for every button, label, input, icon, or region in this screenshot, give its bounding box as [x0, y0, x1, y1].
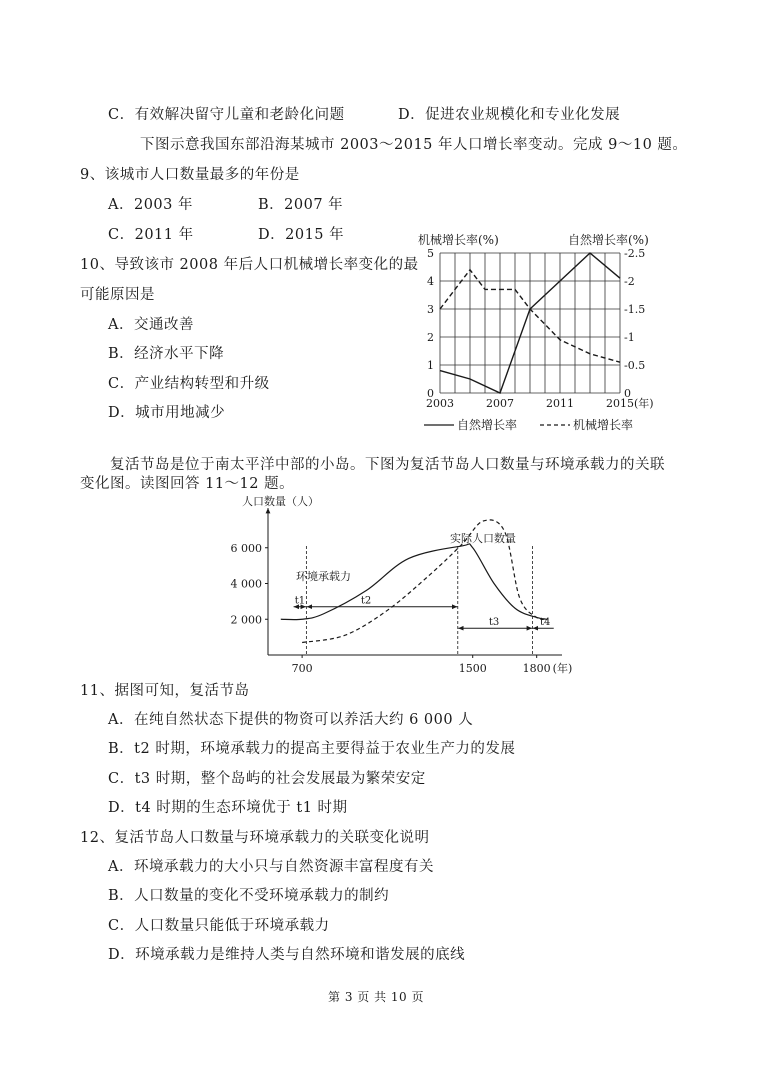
q10-stem-line1: 10、导致该市 2008 年后人口机械增长率变化的最	[80, 257, 419, 273]
q11-option-a: A．在纯自然状态下提供的物资可以养活大约 6 000 人	[108, 712, 474, 728]
chart1-x-tick: 2011	[546, 397, 574, 410]
q10-option-a: A．交通改善	[108, 317, 194, 333]
q10-option-b: B．经济水平下降	[108, 346, 225, 362]
chart2-x-unit: (年)	[552, 662, 573, 675]
q12-option-a: A．环境承载力的大小只与自然资源丰富程度有关	[108, 859, 434, 875]
chart2-x-tick: 1800	[522, 662, 551, 675]
chart1-left-tick: 1	[427, 359, 434, 372]
intro-q11-12-line1: 复活节岛是位于南太平洋中部的小岛。下图为复活节岛人口数量与环境承载力的关联	[110, 457, 665, 473]
t4-label: t4	[540, 617, 551, 629]
chart1-right-tick: -0.5	[624, 359, 646, 372]
chart1-ticks	[426, 247, 654, 410]
chart1-right-tick: 0	[624, 387, 631, 400]
population-capacity-chart	[228, 492, 573, 678]
chart1-left-tick: 2	[427, 331, 434, 344]
q8-option-d: D．促进农业规模化和专业化发展	[398, 107, 621, 123]
q10-option-d: D．城市用地减少	[108, 405, 226, 421]
chart1-right-tick: -1	[624, 331, 635, 344]
q12-option-c: C．人口数量只能低于环境承载力	[108, 918, 330, 934]
right-axis-label: 自然增长率(%)	[568, 233, 649, 247]
growth-rate-chart	[410, 228, 670, 436]
chart2-y-tick: 2 000	[230, 613, 262, 627]
chart1-x-unit: (年)	[634, 397, 654, 410]
chart1-left-tick: 4	[427, 275, 434, 288]
chart2-y-tick: 4 000	[230, 577, 262, 591]
q12-option-b: B．人口数量的变化不受环境承载力的制约	[108, 888, 390, 904]
chart1-right-tick: -2.5	[624, 247, 646, 260]
t3-label: t3	[488, 617, 500, 629]
chart1-right-tick: -2	[624, 275, 635, 288]
q12-option-d: D．环境承载力是维持人类与自然环境和谐发展的底线	[108, 947, 466, 963]
chart1-x-tick: 2015	[606, 397, 634, 410]
q9-option-d: D．2015 年	[258, 227, 345, 243]
q10-stem-line2: 可能原因是	[80, 287, 155, 303]
q11-stem: 11、据图可知，复活节岛	[80, 683, 250, 699]
q10-option-c: C．产业结构转型和升级	[108, 376, 270, 392]
t1-label: t1	[294, 595, 306, 607]
chart2-x-tick: 1500	[458, 662, 487, 675]
intro-q11-12-line2: 变化图。读图回答 11～12 题。	[80, 476, 295, 492]
q9-option-c: C．2011 年	[108, 227, 194, 243]
q11-option-c: C．t3 时期，整个岛屿的社会发展最为繁荣安定	[108, 771, 426, 787]
legend-mechanical-label: 机械增长率	[573, 418, 634, 432]
q11-option-d: D．t4 时期的生态环境优于 t1 时期	[108, 800, 348, 816]
chart2-y-tick: 6 000	[230, 541, 262, 555]
q11-option-b: B．t2 时期，环境承载力的提高主要得益于农业生产力的发展	[108, 741, 516, 757]
t2-label: t2	[360, 595, 372, 607]
chart2-capacity-label: 环境承载力	[296, 570, 351, 583]
chart2-x-tick: 700	[291, 662, 313, 675]
chart1-x-tick: 2007	[486, 397, 514, 410]
q9-stem: 9、该城市人口数量最多的年份是	[80, 167, 300, 183]
chart1-left-tick: 5	[427, 247, 434, 260]
chart1-left-tick: 3	[427, 303, 434, 316]
q9-option-b: B．2007 年	[258, 197, 344, 213]
q8-option-c: C．有效解决留守儿童和老龄化问题	[108, 107, 345, 123]
chart2-axes	[231, 508, 573, 675]
chart1-left-tick: 0	[427, 387, 434, 400]
chart1-x-tick: 2003	[426, 397, 454, 410]
intro-q9-10: 下图示意我国东部沿海某城市 2003～2015 年人口增长率变动。完成 9～10 题。	[140, 137, 688, 153]
q9-option-a: A．2003 年	[108, 197, 193, 213]
chart2-actual-label: 实际人口数量	[450, 532, 516, 545]
left-axis-label: 机械增长率(%)	[418, 233, 499, 247]
chart2-ylabel: 人口数量（人）	[242, 495, 319, 508]
legend-natural-label: 自然增长率	[457, 418, 518, 432]
chart1-right-tick: -1.5	[624, 303, 646, 316]
q12-stem: 12、复活节岛人口数量与环境承载力的关联变化说明	[80, 830, 430, 846]
page-footer: 第 3 页 共 10 页	[328, 990, 424, 1004]
